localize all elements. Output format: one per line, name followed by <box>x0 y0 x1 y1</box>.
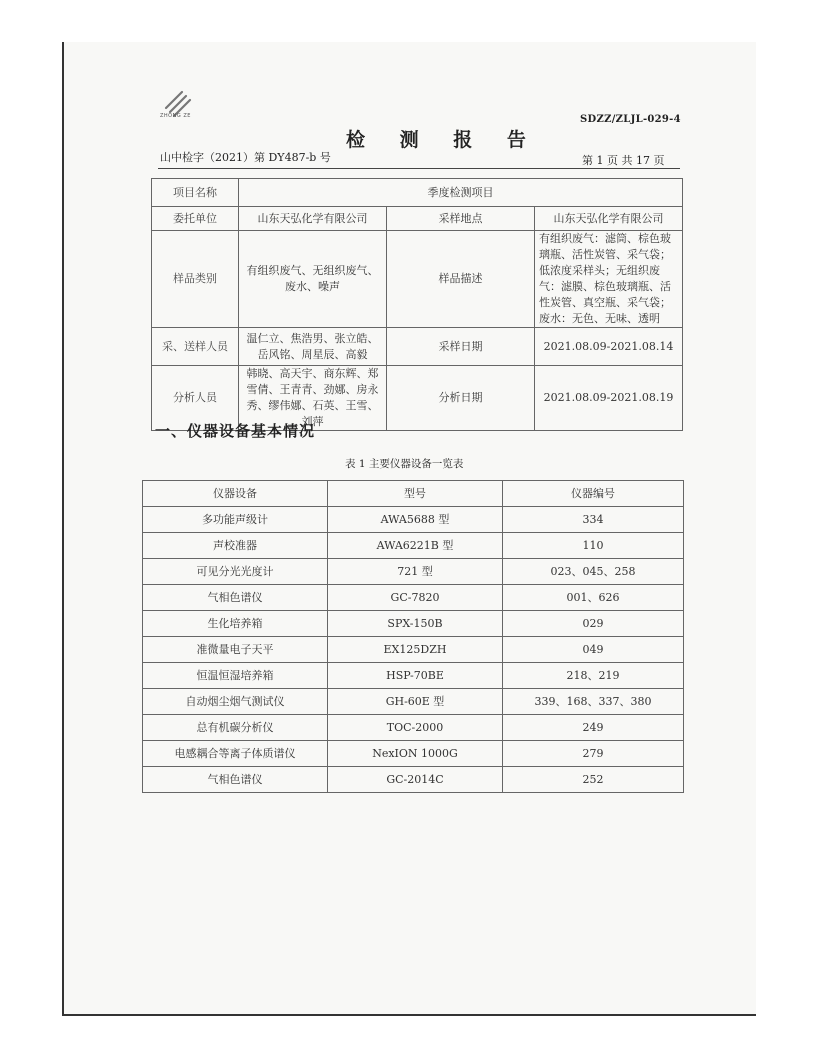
site-label: 采样地点 <box>387 207 535 231</box>
instrument-model: GC-7820 <box>328 585 503 611</box>
client-label: 委托单位 <box>152 207 239 231</box>
instrument-model: GH-60E 型 <box>328 689 503 715</box>
report-title: 检 测 报 告 <box>346 129 540 151</box>
table-row <box>143 559 684 585</box>
header-cell: 仪器设备 <box>143 481 328 507</box>
instrument-id: 049 <box>503 637 684 663</box>
instrument-name: 自动烟尘烟气测试仪 <box>143 689 328 715</box>
equipment-header-row <box>143 481 684 507</box>
section-title: 一、仪器设备基本情况 <box>155 422 316 440</box>
instrument-id: 252 <box>503 767 684 793</box>
table-row <box>143 533 684 559</box>
info-row-client <box>152 207 683 231</box>
instrument-model: AWA6221B 型 <box>328 533 503 559</box>
info-row-sample <box>152 231 683 328</box>
page-info: 第 1 页 共 17 页 <box>582 154 665 167</box>
equipment-table <box>142 480 684 793</box>
table-row <box>143 507 684 533</box>
table-row <box>143 715 684 741</box>
instrument-model: SPX-150B <box>328 611 503 637</box>
table-row <box>143 663 684 689</box>
instrument-model: 721 型 <box>328 559 503 585</box>
instrument-name: 生化培养箱 <box>143 611 328 637</box>
sample-date-label: 采样日期 <box>387 328 535 366</box>
instrument-id: 339、168、337、380 <box>503 689 684 715</box>
instrument-model: EX125DZH <box>328 637 503 663</box>
header-cell: 型号 <box>328 481 503 507</box>
instrument-id: 279 <box>503 741 684 767</box>
instrument-name: 气相色谱仪 <box>143 767 328 793</box>
info-row-project <box>152 179 683 207</box>
instrument-model: AWA5688 型 <box>328 507 503 533</box>
table-row <box>143 585 684 611</box>
sample-type-label: 样品类别 <box>152 231 239 328</box>
instrument-model: NexION 1000G <box>328 741 503 767</box>
instrument-model: GC-2014C <box>328 767 503 793</box>
instrument-id: 001、626 <box>503 585 684 611</box>
analyst-value: 韩晓、高天宇、商东辉、郑雪倩、王青青、劲娜、房永秀、缪伟娜、石英、王雪、刘萍 <box>239 366 387 431</box>
instrument-name: 电感耦合等离子体质谱仪 <box>143 741 328 767</box>
instrument-name: 多功能声级计 <box>143 507 328 533</box>
site-value: 山东天弘化学有限公司 <box>535 207 683 231</box>
instrument-id: 334 <box>503 507 684 533</box>
header-divider <box>158 168 680 169</box>
project-label: 项目名称 <box>152 179 239 207</box>
table-row <box>143 689 684 715</box>
instrument-name: 可见分光光度计 <box>143 559 328 585</box>
instrument-id: 023、045、258 <box>503 559 684 585</box>
instrument-id: 218、219 <box>503 663 684 689</box>
instrument-name: 气相色谱仪 <box>143 585 328 611</box>
sample-type-value: 有组织废气、无组织废气、废水、噪声 <box>239 231 387 328</box>
client-value: 山东天弘化学有限公司 <box>239 207 387 231</box>
instrument-name: 准微量电子天平 <box>143 637 328 663</box>
analyst-label: 分析人员 <box>152 366 239 431</box>
header-cell: 仪器编号 <box>503 481 684 507</box>
table-caption: 表 1 主要仪器设备一览表 <box>345 458 464 470</box>
report-info-table <box>151 178 683 431</box>
sampler-label: 采、送样人员 <box>152 328 239 366</box>
analysis-date-value: 2021.08.09-2021.08.19 <box>535 366 683 431</box>
sample-date-value: 2021.08.09-2021.08.14 <box>535 328 683 366</box>
instrument-id: 249 <box>503 715 684 741</box>
table-row <box>143 741 684 767</box>
info-row-sampler <box>152 328 683 366</box>
sample-desc-label: 样品描述 <box>387 231 535 328</box>
instrument-name: 总有机碳分析仪 <box>143 715 328 741</box>
instrument-id: 029 <box>503 611 684 637</box>
analysis-date-label: 分析日期 <box>387 366 535 431</box>
table-row <box>143 611 684 637</box>
table-row <box>143 637 684 663</box>
instrument-model: TOC-2000 <box>328 715 503 741</box>
instrument-name: 恒温恒湿培养箱 <box>143 663 328 689</box>
instrument-id: 110 <box>503 533 684 559</box>
sampler-value: 温仁立、焦浩男、张立皓、岳风铭、周星辰、高毅 <box>239 328 387 366</box>
report-number: 山中检字（2021）第 DY487-b 号 <box>160 151 331 164</box>
instrument-model: HSP-70BE <box>328 663 503 689</box>
logo-text: ZHONG ZE <box>160 113 191 119</box>
project-value: 季度检测项目 <box>239 179 683 207</box>
document-code: SDZZ/ZLJL-029-4 <box>580 114 681 125</box>
sample-desc-value: 有组织废气：滤筒、棕色玻璃瓶、活性炭管、采气袋；低浓度采样头；无组织废气：滤膜、棕色玻璃瓶、活性炭管、真空瓶、采气袋；废水：无色、无味、透明 <box>535 231 683 328</box>
table-row <box>143 767 684 793</box>
instrument-name: 声校准器 <box>143 533 328 559</box>
